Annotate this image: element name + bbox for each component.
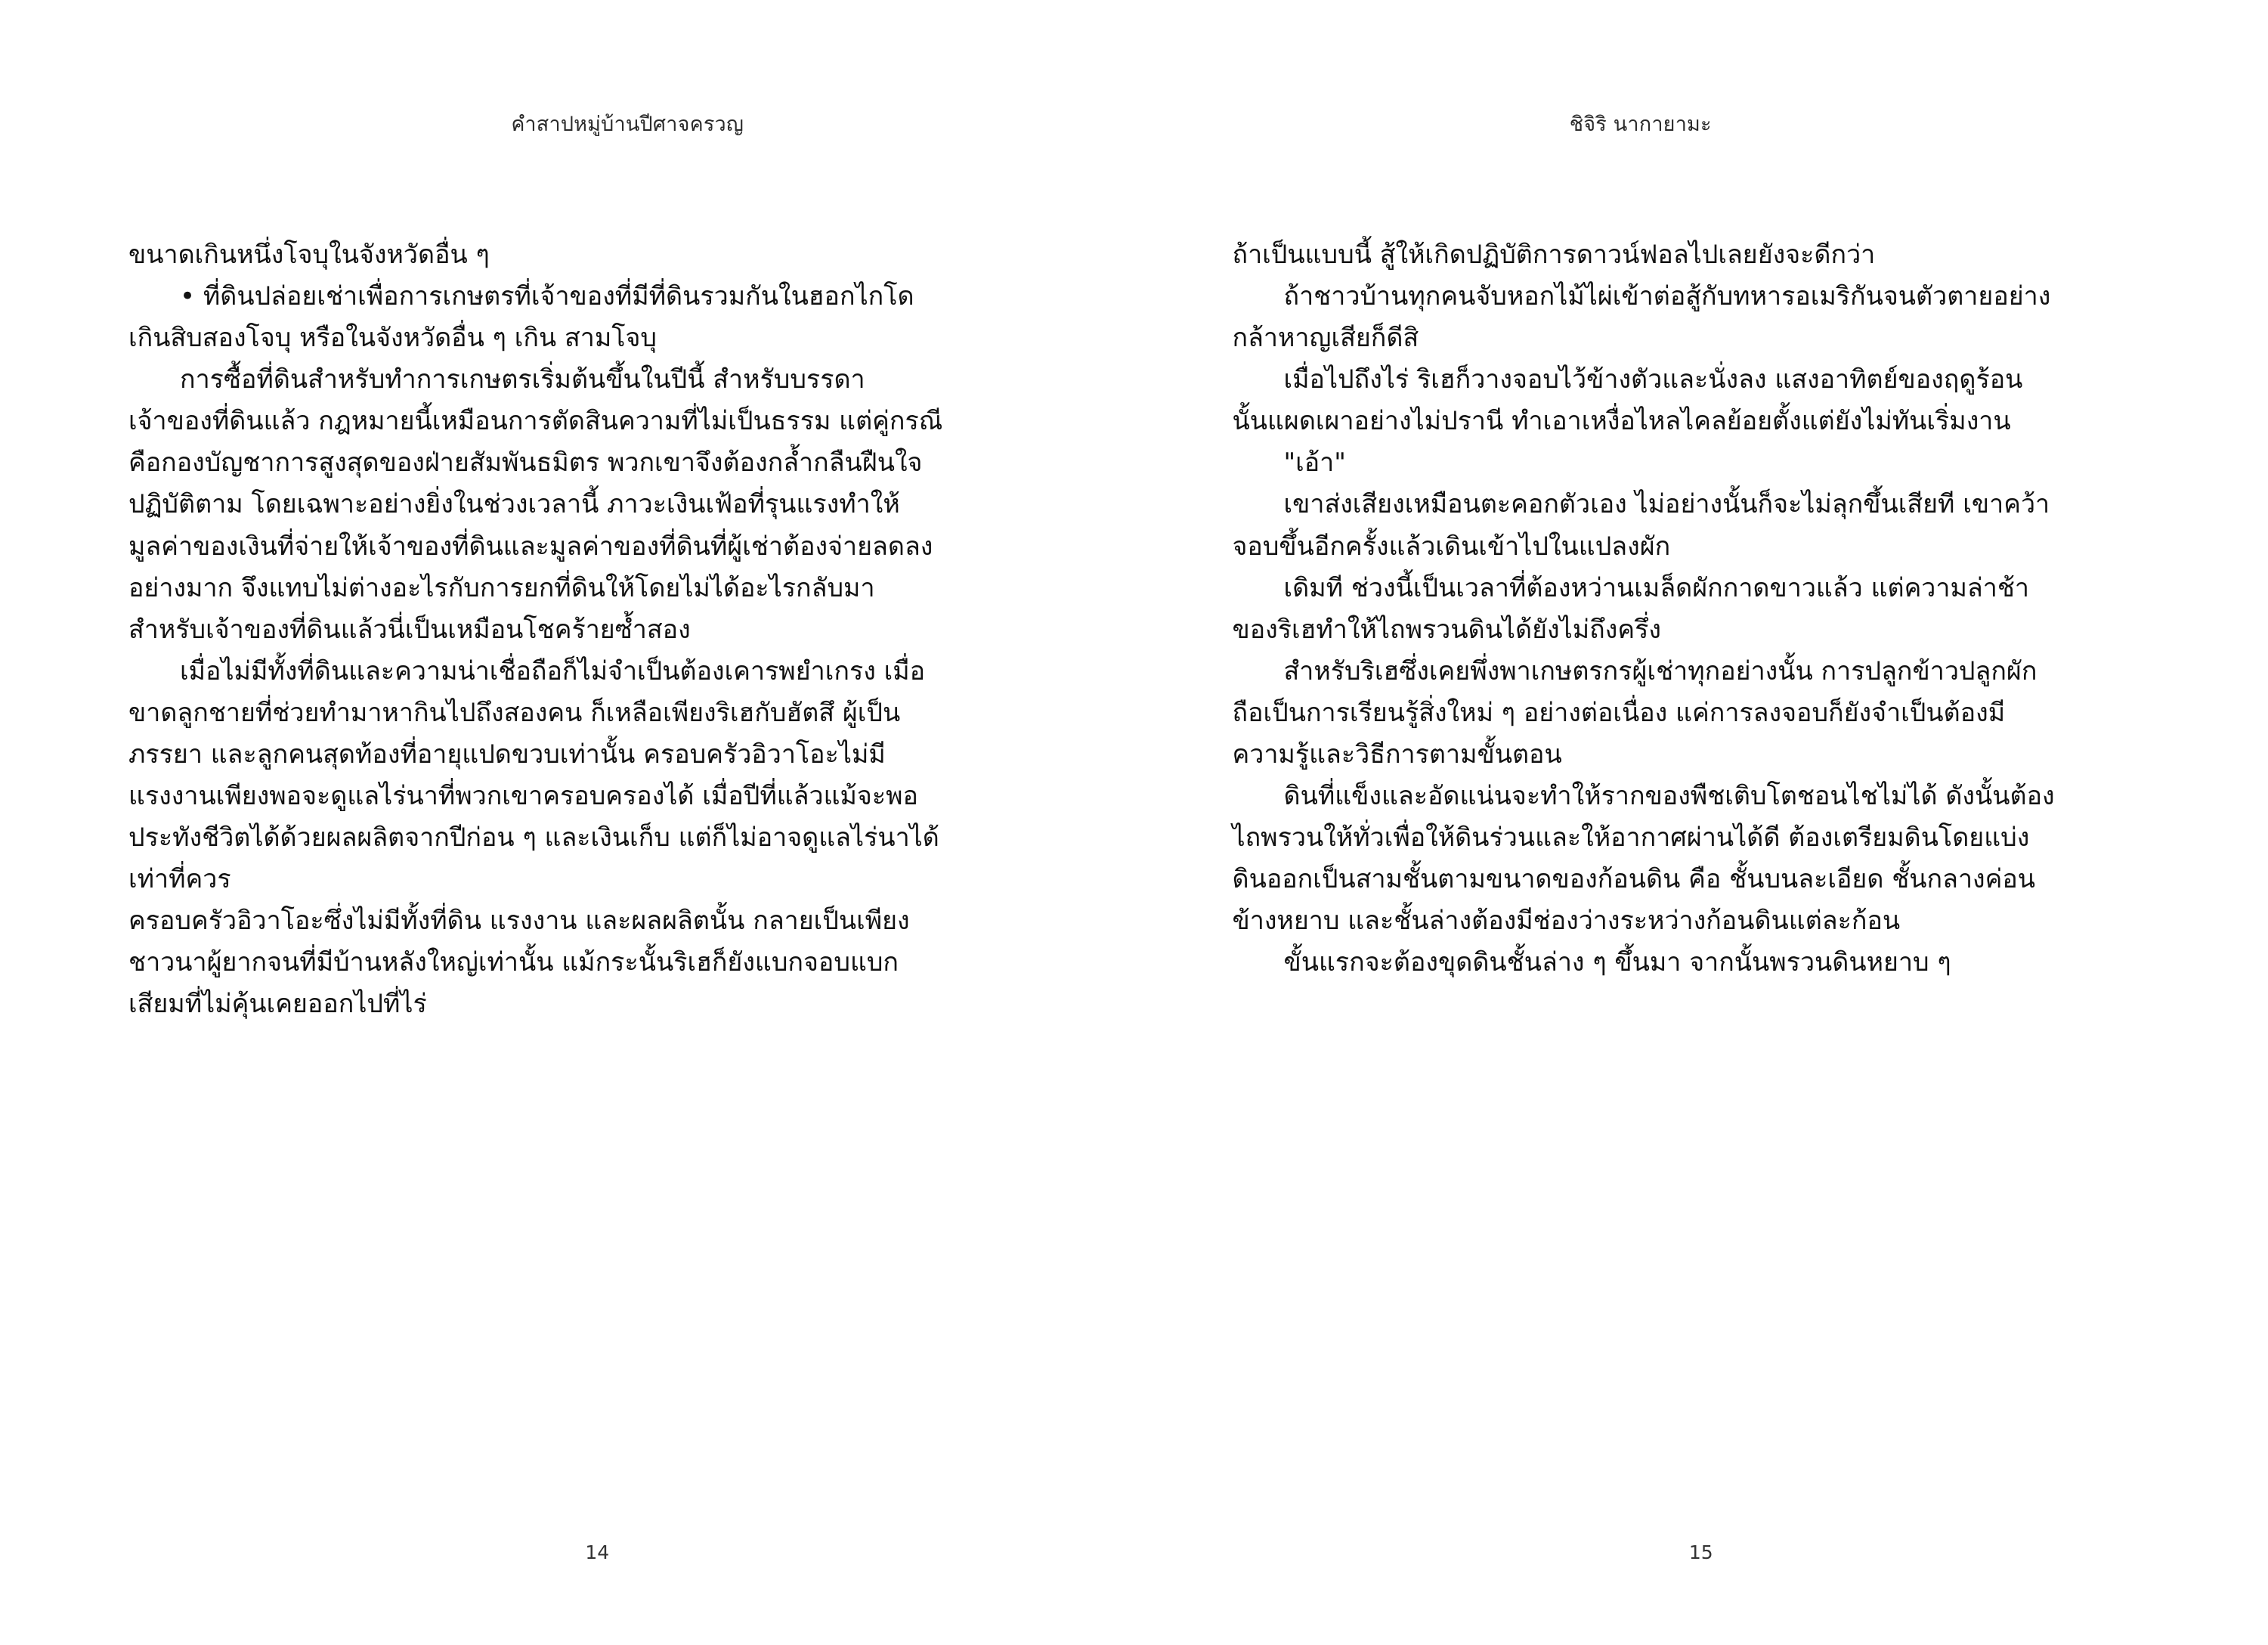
running-head-right: ชิจิริ นากายามะ (1569, 113, 1712, 136)
paragraph: ครอบครัวอิวาโอะซึ่งไม่มีทั้งที่ดิน แรงงาน และผลผลิตนั้น กลายเป็นเพียงชาวนาผู้ยากจนที่มีบ้านหลังใหญ่เท่านั้น แม้กระนั้นริเฮก็ยังแบกจอบแบกเสียมที่ไม่คุ้นเคยออกไปที่ไร่ (128, 906, 910, 1020)
page-number-right: 15 (1688, 1541, 1713, 1563)
paragraph: เมื่อไปถึงไร่ ริเฮก็วางจอบไว้ข้างตัวและนั่งลง แสงอาทิตย์ของฤดูร้อนนั้นแผดเผาอย่างไม่ปรานี ทำเอาเหงื่อไหลไคลย้อยตั้งแต่ยังไม่ทันเริ่มงาน (1232, 364, 2023, 437)
page-number-left: 14 (585, 1541, 610, 1563)
paragraph: ถ้าชาวบ้านทุกคนจับหอกไม้ไผ่เข้าต่อสู้กับทหารอเมริกันจนตัวตายอย่างกล้าหาญเสียก็ดีสิ (1232, 281, 2051, 354)
running-head-left: คำสาปหมู่บ้านปีศาจครวญ (511, 113, 744, 136)
paragraph: ขนาดเกินหนึ่งโจบุในจังหวัดอื่น ๆ (128, 240, 490, 270)
paragraph: สำหรับริเฮซึ่งเคยพึ่งพาเกษตรกรผู้เช่าทุกอย่างนั้น การปลูกข้าวปลูกผักถือเป็นการเรียนรู้สิ่งใหม่ ๆ อย่างต่อเนื่อง แค่การลงจอบก็ยังจำเป็นต้องมีความรู้และวิธีการตามขั้นตอน (1232, 655, 2037, 770)
paragraph: ขั้นแรกจะต้องขุดดินชั้นล่าง ๆ ขึ้นมา จากนั้นพรวนดินหยาบ ๆ (1283, 947, 1951, 978)
paragraph-dialogue: "เอ้า" (1283, 448, 1346, 479)
paragraph: เขาส่งเสียงเหมือนตะคอกตัวเอง ไม่อย่างนั้นก็จะไม่ลุกขึ้นเสียที เขาคว้าจอบขึ้นอีกครั้งแล้วเดินเข้าไปในแปลงผัก (1232, 489, 2050, 562)
paragraph: การซื้อที่ดินสำหรับทำการเกษตรเริ่มต้นขึ้นในปีนี้ สำหรับบรรดาเจ้าของที่ดินแล้ว กฎหมายนี้เหมือนการตัดสินความที่ไม่เป็นธรรม แต่คู่กรณีคือกองบัญชาการสูงสุดของฝ่ายสัมพันธมิตร พวกเขาจึงต้องกล้ำกลืนฝืนใจปฏิบัติตาม โดยเฉพาะอย่างยิ่งในช่วงเวลานี้ ภาวะเงินเฟ้อที่รุนแรงทำให้มูลค่าของเงินที่จ่ายให้เจ้าของที่ดินและมูลค่าของที่ดินที่ผู้เช่าต้องจ่ายลดลงอย่างมาก จึงแทบไม่ต่างอะไรกับการยกที่ดินให้โดยไม่ได้อะไรกลับมา สำหรับเจ้าของที่ดินแล้วนี่เป็นเหมือนโชคร้ายซ้ำสอง (128, 364, 943, 645)
paragraph-bullet: • ที่ดินปล่อยเช่าเพื่อการเกษตรที่เจ้าของที่มีที่ดินรวมกันในฮอกไกโดเกินสิบสองโจบุ หรือในจังหวัดอื่น ๆ เกิน สามโจบุ (128, 281, 914, 354)
paragraph: เมื่อไม่มีทั้งที่ดินและความน่าเชื่อถือก็ไม่จำเป็นต้องเคารพยำเกรง เมื่อขาดลูกชายที่ช่วยทำมาหากินไปถึงสองคน ก็เหลือเพียงริเฮกับฮัตสึ ผู้เป็นภรรยา และลูกคนสุดท้องที่อายุแปดขวบเท่านั้น ครอบครัวอิวาโอะไม่มีแรงงานเพียงพอจะดูแลไร่นาที่พวกเขาครอบครองได้ เมื่อปีที่แล้วแม้จะพอประทังชีวิตได้ด้วยผลผลิตจากปีก่อน ๆ และเงินเก็บ แต่ก็ไม่อาจดูแลไร่นาได้เท่าที่ควร (128, 655, 939, 895)
body-text-left (128, 234, 945, 1025)
page-right (1134, 0, 2268, 1645)
paragraph: เดิมที ช่วงนี้เป็นเวลาที่ต้องหว่านเมล็ดผักกาดขาวแล้ว แต่ความล่าช้าของริเฮทำให้ไถพรวนดินได้ยังไม่ถึงครึ่ง (1232, 572, 2029, 645)
paragraph: ดินที่แข็งและอัดแน่นจะทำให้รากของพืชเติบโตชอนไชไม่ได้ ดังนั้นต้องไถพรวนให้ทั่วเพื่อให้ดินร่วนและให้อากาศผ่านได้ดี ต้องเตรียมดินโดยแบ่งดินออกเป็นสามชั้นตามขนาดของก้อนดิน คือ ชั้นบนละเอียด ชั้นกลางค่อนข้างหยาบ และชั้นล่างต้องมีช่องว่างระหว่างก้อนดินแต่ละก้อน (1232, 781, 2055, 937)
paragraph: ถ้าเป็นแบบนี้ สู้ให้เกิดปฏิบัติการดาวน์ฟอลไปเลยยังจะดีกว่า (1232, 240, 1876, 270)
body-text-right (1233, 234, 2056, 984)
